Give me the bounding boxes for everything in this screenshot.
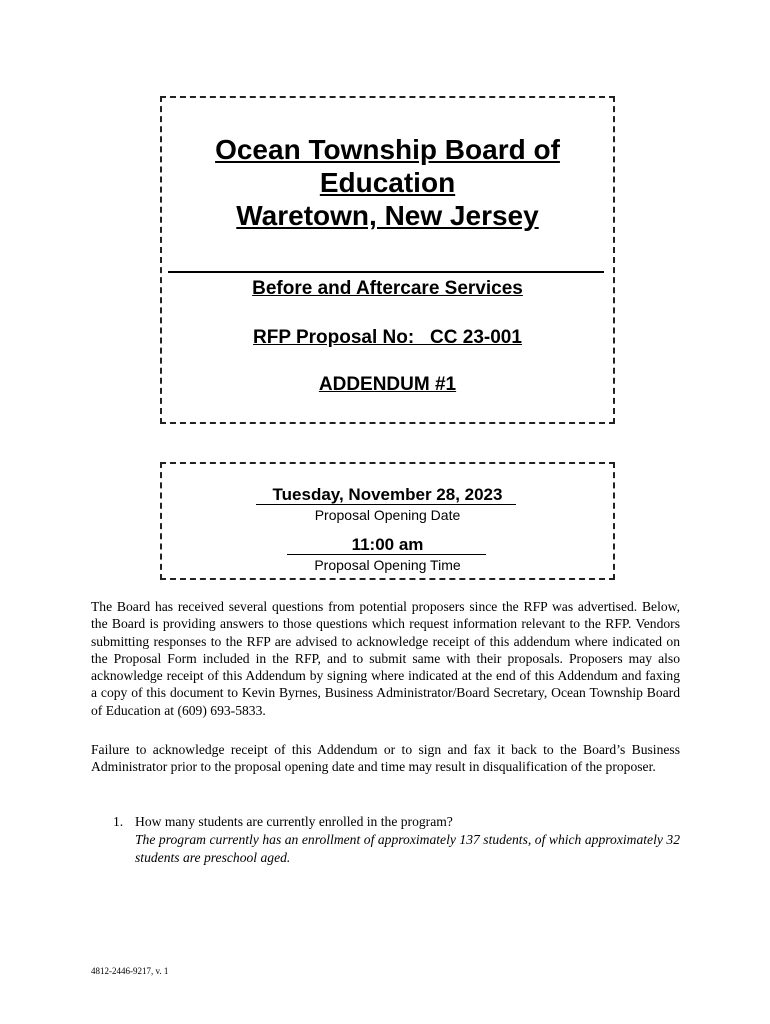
- opening-date: Tuesday, November 28, 2023: [272, 485, 503, 504]
- answer-text: The program currently has an enrollment of approximately 137 students, of which approximately 32 students are preschool aged.: [135, 832, 680, 865]
- header-divider: [168, 271, 604, 273]
- opening-date-caption: Proposal Opening Date: [314, 507, 461, 523]
- rfp-number: RFP Proposal No: CC 23-001: [253, 327, 522, 348]
- title-line-1: Ocean Township Board of: [215, 134, 560, 165]
- question-text: How many students are currently enrolled in the program?: [135, 814, 453, 829]
- intro-paragraph: The Board has received several questions from potential proposers since the RFP was advertised. Below, the Board is providing answers to those questions which request information relevant to the RFP. Vendors submitting responses to the RFP are advised to acknowledge receipt of this addendum where indicated on the Proposal Form included in the RFP, and to submit same with their proposals. Proposers may also acknowledge receipt of this Addendum by signing where indicated at the end of this Addendum and faxing a copy of this document to Kevin Byrnes, Business Administrator/Board Secretary, Ocean Township Board of Education at (609) 693-5833.: [91, 599, 680, 718]
- warning-paragraph: Failure to acknowledge receipt of this Addendum or to sign and fax it back to the Board’s Business Administrator prior to the proposal opening date and time may result in disqualification of the proposer.: [91, 742, 680, 775]
- title-line-2: Education: [319, 167, 456, 198]
- opening-time-caption: Proposal Opening Time: [314, 557, 461, 573]
- opening-time: 11:00 am: [351, 535, 424, 554]
- document-id: 4812-2446-9217, v. 1: [91, 966, 169, 976]
- title-line-3: Waretown, New Jersey: [236, 200, 539, 231]
- addendum-label: ADDENDUM #1: [318, 374, 457, 395]
- question-number: 1.: [113, 814, 124, 829]
- service-title: Before and Aftercare Services: [252, 278, 523, 299]
